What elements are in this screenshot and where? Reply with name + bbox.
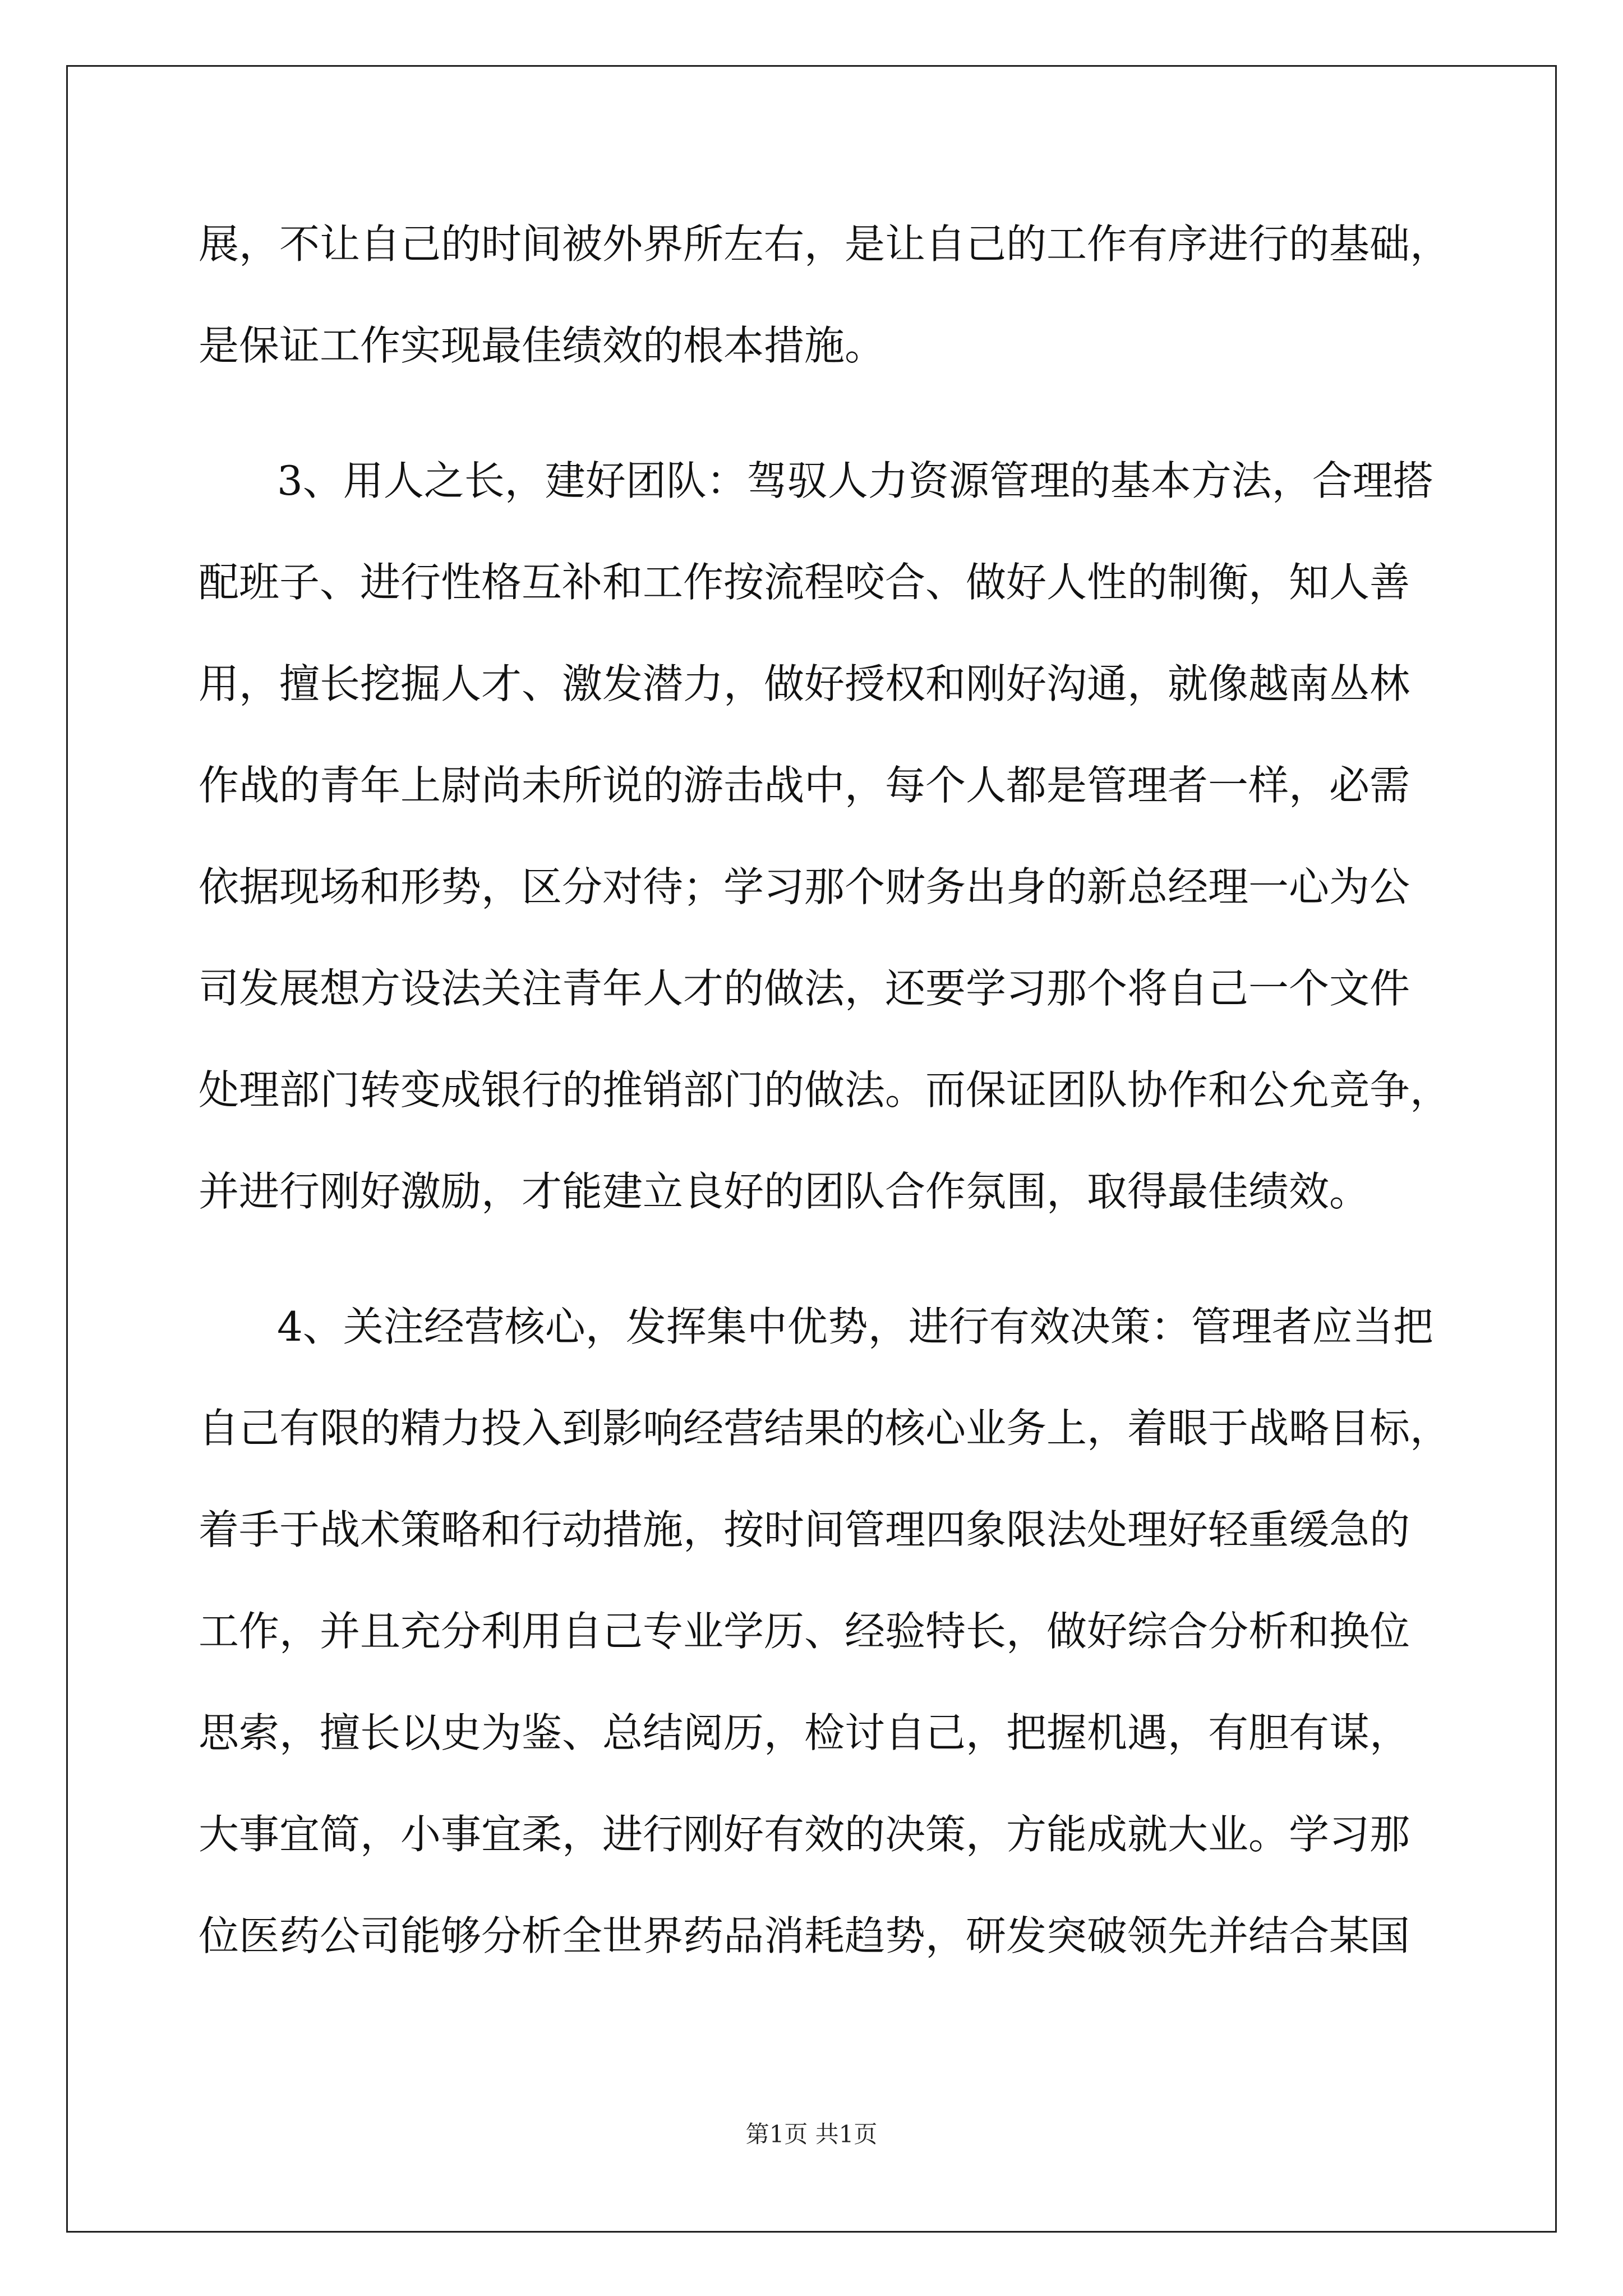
page-footer: 第1页 共1页 xyxy=(745,2120,878,2148)
paragraph-start-line: 4、关注经营核心，发挥集中优势，进行有效决策：管理者应当把 xyxy=(277,1303,1433,1350)
text-line: 司发展想方设法关注青年人才的做法，还要学习那个将自己一个文件 xyxy=(199,965,1410,1012)
text-line: 思索，擅长以史为鉴、总结阅历，检讨自己，把握机遇，有胆有谋， xyxy=(199,1709,1410,1756)
text-line: 展，不让自己的时间被外界所左右，是让自己的工作有序进行的基础， xyxy=(199,220,1451,268)
text-line: 依据现场和形势，区分对待；学习那个财务出身的新总经理一心为公 xyxy=(199,863,1410,910)
text-line: 大事宜简，小事宜柔，进行刚好有效的决策，方能成就大业。学习那 xyxy=(199,1811,1410,1858)
text-line: 工作，并且充分利用自己专业学历、经验特长，做好综合分析和换位 xyxy=(199,1608,1410,1655)
text-line: 自己有限的精力投入到影响经营结果的核心业务上，着眼于战略目标， xyxy=(199,1405,1451,1452)
text-line: 位医药公司能够分析全世界药品消耗趋势，研发突破领先并结合某国 xyxy=(199,1912,1410,1959)
document-body xyxy=(199,216,1451,2009)
text-line: 用，擅长挖掘人才、激发潜力，做好授权和刚好沟通，就像越南丛林 xyxy=(199,660,1410,707)
text-line: 是保证工作实现最佳绩效的根本措施。 xyxy=(199,322,886,369)
text-line: 配班子、进行性格互补和工作按流程咬合、做好人性的制衡，知人善 xyxy=(199,559,1410,606)
text-line: 着手于战术策略和行动措施，按时间管理四象限法处理好轻重缓急的 xyxy=(199,1506,1410,1553)
text-line: 并进行刚好激励，才能建立良好的团队合作氛围，取得最佳绩效。 xyxy=(199,1168,1370,1215)
text-line: 作战的青年上尉尚未所说的游击战中，每个人都是管理者一样，必需 xyxy=(199,762,1410,809)
paragraph-start-line: 3、用人之长，建好团队：驾驭人力资源管理的基本方法，合理搭 xyxy=(277,457,1433,504)
text-line: 处理部门转变成银行的推销部门的做法。而保证团队协作和公允竞争， xyxy=(199,1066,1451,1114)
